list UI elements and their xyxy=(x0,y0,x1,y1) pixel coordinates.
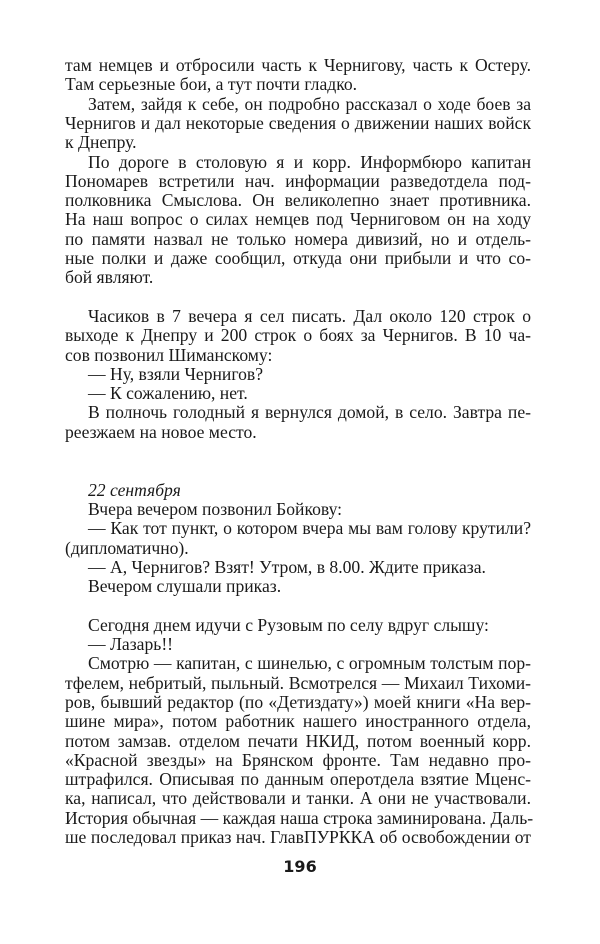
text-line: (дипломатично). xyxy=(65,537,189,558)
text-line: по памяти назвал не только номера дивизий, но и отдель- xyxy=(65,228,531,249)
text-line: сов позвонил Шиманскому: xyxy=(65,344,273,365)
text-line: — Лазарь!! xyxy=(88,634,174,654)
text-line: бой являют. xyxy=(65,267,154,288)
text-line: ка, написал, что действовали и танки. А они не участвовали. xyxy=(65,788,531,809)
text-line: тфелем, небритый, пыльный. Всмотрелся — Михаил Тихоми- xyxy=(65,672,531,693)
text-line: там немцев и отбросили часть к Чернигову, часть к Остеру. xyxy=(65,55,531,75)
text-line: Затем, зайдя к себе, он подробно рассказал о ходе боев за xyxy=(88,93,531,114)
text-line: В полночь голодный я вернулся домой, в село. Завтра пе- xyxy=(88,402,531,423)
text-line: По дороге в столовую я и корр. Информбюро капитан xyxy=(88,151,531,172)
text-line: Часиков в 7 вечера я сел писать. Дал около 120 строк о xyxy=(88,305,531,326)
text-line: История обычная — каждая наша строка заминирована. Даль- xyxy=(65,807,534,828)
text-line: реезжаем на новое место. xyxy=(65,421,257,442)
text-line: — А, Чернигов? Взят! Утром, в 8.00. Ждите приказа. xyxy=(88,556,486,577)
text-line: Вечером слушали приказ. xyxy=(88,576,282,597)
text-line: Вчера вечером позвонил Бойкову: xyxy=(88,498,343,519)
text-line: На наш вопрос о силах немцев под Черниговом он на ходу xyxy=(65,209,531,230)
text-line: штрафился. Описывая по данным оперотдела взятие Мценс- xyxy=(65,769,531,790)
text-line: — Ну, взяли Чернигов? xyxy=(88,363,264,384)
text-line: Чернигов и дал некоторые сведения о движении наших войск xyxy=(65,112,531,133)
text-line: Пономарев встретили нач. информации разведотдела под- xyxy=(65,170,531,191)
text-line: «Красной звезды» на Брянском фронте. Там недавно про- xyxy=(65,749,531,770)
text-line: 22 сентября xyxy=(88,479,181,500)
text-line: ров, бывший редактор (по «Детиздату») моей книги «На вер- xyxy=(65,691,531,712)
text-line: Там серьезные бои, а тут почти гладко. xyxy=(65,74,358,95)
text-line: шине мира», потом работник нашего иностранного отдела, xyxy=(65,711,531,732)
text-line: к Днепру. xyxy=(65,132,137,153)
text-line: ные полки и даже сообщил, откуда они прибыли и что со- xyxy=(65,248,531,268)
page-number: 196 xyxy=(283,857,317,876)
text-line: — К сожалению, нет. xyxy=(88,383,248,404)
text-line: — Как тот пункт, о котором вчера мы вам голову крутили? xyxy=(88,518,531,539)
text-line: Смотрю — капитан, с шинелью, с огромным толстым пор- xyxy=(88,653,531,674)
text-line: Сегодня днем идучи с Рузовым по селу вдруг слышу: xyxy=(88,614,489,635)
text-line: потом замзав. отделом печати НКИД, потом военный корр. xyxy=(65,730,531,751)
text-line: полковника Смыслова. Он великолепно знает противника. xyxy=(65,190,531,211)
text-line: ше последовал приказ нач. ГлавПУРККА об освобождении от xyxy=(65,827,531,847)
text-line: выходе к Днепру и 200 строк о боях за Чернигов. В 10 ча- xyxy=(65,325,531,346)
